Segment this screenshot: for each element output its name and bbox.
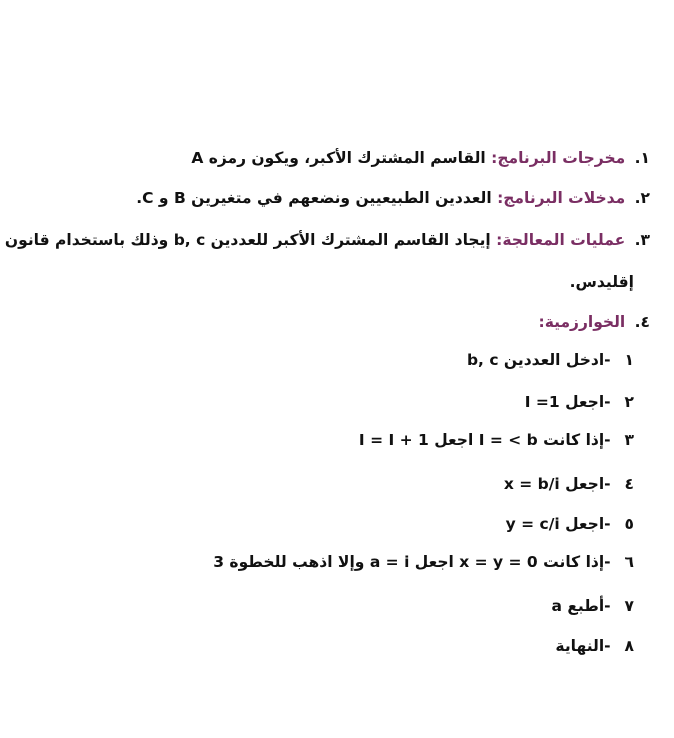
item-text: العددين الطبيعيين ونضعهم في متغيرين B و C. xyxy=(136,189,492,207)
step-number: ٢ xyxy=(624,393,634,411)
algorithm-step xyxy=(12,472,634,496)
step-number: ٦ xyxy=(624,553,634,571)
step-number: ٤ xyxy=(624,475,634,493)
step-number: ٣ xyxy=(624,431,634,449)
step-text: -أطبع a xyxy=(551,597,611,615)
algorithm-step xyxy=(12,390,634,414)
item-number: ١. xyxy=(634,149,650,167)
item-processing xyxy=(4,228,650,252)
item-label: مخرجات البرنامج: xyxy=(491,149,626,167)
step-text: -النهاية xyxy=(555,637,611,655)
step-text: -إذا كانت I = < b اجعل I = I + 1 xyxy=(358,431,611,449)
algorithm-step xyxy=(12,428,634,452)
step-number: ٧ xyxy=(624,597,634,615)
item-text: القاسم المشترك الأكبر، ويكون رمزه A xyxy=(191,149,486,167)
item-algorithm xyxy=(12,310,650,334)
algorithm-step xyxy=(12,348,634,372)
item-number: ٢. xyxy=(634,189,650,207)
continuation-text: إقليدس. xyxy=(569,273,634,291)
step-text: -اجعل I =1 xyxy=(524,393,611,411)
item-label: مدخلات البرنامج: xyxy=(497,189,626,207)
algorithm-step xyxy=(12,550,634,574)
item-outputs xyxy=(12,146,650,170)
step-text: -إذا كانت x = y = 0 اجعل a = i وإلا اذهب للخطوة 3 xyxy=(213,553,611,571)
item-number: ٣. xyxy=(634,231,650,249)
item-number: ٤. xyxy=(634,313,650,331)
item-inputs xyxy=(12,186,650,210)
step-text: -ادخل العددين b, c xyxy=(466,351,611,369)
item-label: عمليات المعالجة: xyxy=(496,231,626,249)
item-label: الخوارزمية: xyxy=(538,313,626,331)
algorithm-step xyxy=(12,594,634,618)
step-number: ٥ xyxy=(624,515,634,533)
step-number: ٨ xyxy=(624,637,634,655)
algorithm-step xyxy=(12,512,634,536)
item-text: إيجاد القاسم المشترك الأكبر للعددين b, c وذلك باستخدام قانون xyxy=(4,231,491,249)
step-text: -اجعل y = c/i xyxy=(505,515,611,533)
step-number: ١ xyxy=(624,351,634,369)
algorithm-step xyxy=(12,634,634,658)
step-text: -اجعل x = b/i xyxy=(503,475,611,493)
item-processing-continuation xyxy=(12,270,634,294)
